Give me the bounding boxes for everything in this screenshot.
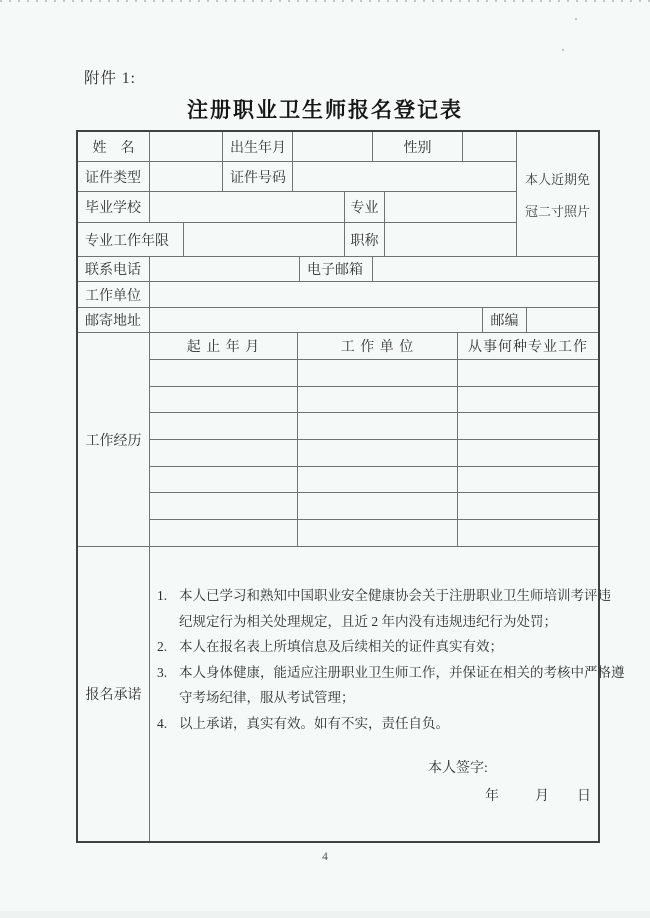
- photo-box: [517, 132, 598, 257]
- phone-value-cell: [150, 257, 300, 282]
- commitment-line: [150, 660, 625, 686]
- work-history-row-cell: [458, 387, 598, 413]
- work-history-row-cell: [458, 493, 598, 520]
- commitment-item-text: 以上承诺，真实有效。如有不实，责任自负。: [179, 715, 449, 731]
- commitment-item-number: 3.: [157, 664, 168, 680]
- major-value-cell: [385, 192, 517, 223]
- commitment-content-cell: [150, 547, 625, 841]
- birth-date-value-cell: [293, 132, 373, 162]
- work-history-row-cell: [298, 493, 458, 520]
- mailing-address-label: 邮寄地址: [78, 308, 150, 333]
- date-year-label: 年: [485, 789, 499, 804]
- work-history-row-cell: [458, 360, 598, 387]
- work-history-row-cell: [150, 440, 298, 467]
- id-number-value-cell: [293, 162, 517, 192]
- photo-box-text-line2: 冠二寸照片: [524, 203, 590, 219]
- employer-label: 工作单位: [78, 282, 150, 308]
- id-type-value-cell: [150, 162, 223, 192]
- graduation-school-value-cell: [150, 192, 345, 223]
- commitment-item-text: 本人已学习和熟知中国职业安全健康协会关于注册职业卫生师培训考评违: [179, 588, 611, 603]
- signature-label: 本人签字:: [428, 761, 488, 776]
- graduation-school-label: 毕业学校: [78, 192, 150, 223]
- scan-speck: [575, 18, 577, 20]
- work-history-row-cell: [458, 520, 598, 547]
- work-history-row-cell: [150, 467, 298, 493]
- work-history-row-cell: [150, 413, 298, 440]
- commitment-line: [150, 685, 598, 711]
- work-history-row-cell: [458, 467, 598, 493]
- date-day-label: 日: [577, 789, 591, 804]
- work-history-row-cell: [298, 440, 458, 467]
- work-years-value-cell: [184, 223, 345, 257]
- work-history-row-cell: [298, 467, 458, 493]
- commitment-item-number: [157, 609, 179, 635]
- postcode-value-cell: [527, 308, 598, 333]
- page-title: 注册职业卫生师报名登记表: [187, 98, 463, 122]
- work-history-row-cell: [298, 360, 458, 387]
- commitment-line: [150, 583, 611, 609]
- commitment-item-text: 守考场纪律，服从考试管理；: [179, 690, 355, 706]
- work-history-col-dates: 起 止 年 月: [150, 333, 298, 360]
- birth-date-label: 出生年月: [223, 132, 293, 162]
- commitment-section-label: 报名承诺: [78, 547, 150, 841]
- work-history-row-cell: [298, 413, 458, 440]
- work-history-col-employer: 工 作 单 位: [298, 333, 458, 360]
- commitment-item-number: 4.: [157, 715, 168, 731]
- commitment-item-text: 本人在报名表上所填信息及后续相关的证件真实有效；: [179, 639, 503, 655]
- email-value-cell: [373, 257, 598, 282]
- scan-noise-top: [0, 0, 650, 2]
- work-history-row-cell: [298, 520, 458, 547]
- email-label: 电子邮箱: [300, 257, 373, 282]
- name-value-cell: [150, 132, 223, 162]
- id-number-label: 证件号码: [223, 162, 293, 192]
- commitment-item-text: 本人身体健康，能适应注册职业卫生师工作，并保证在相关的考核中严格遵: [179, 664, 625, 680]
- mailing-address-value-cell: [150, 308, 483, 333]
- scan-speck: [562, 49, 564, 51]
- postcode-label: 邮编: [483, 308, 527, 333]
- attachment-label: 附件 1:: [84, 70, 136, 87]
- work-history-row-cell: [150, 387, 298, 413]
- employer-value-cell: [150, 282, 598, 308]
- date-month-label: 月: [535, 789, 549, 804]
- work-years-label: 专业工作年限: [78, 223, 184, 257]
- work-history-row-cell: [150, 360, 298, 387]
- photo-box-text-line1: 本人近期免: [524, 171, 590, 187]
- work-history-row-cell: [150, 520, 298, 547]
- commitment-item-number: [157, 685, 179, 711]
- work-history-row-cell: [298, 387, 458, 413]
- commitment-list: [150, 583, 625, 737]
- gender-value-cell: [463, 132, 517, 162]
- work-history-row-cell: [458, 413, 598, 440]
- name-label: 姓 名: [78, 132, 150, 162]
- gender-label: 性别: [373, 132, 463, 162]
- scan-edge-bottom: [0, 911, 650, 918]
- commitment-item-number: 1.: [157, 588, 168, 603]
- major-label: 专业: [345, 192, 385, 223]
- registration-form-table: [76, 130, 625, 843]
- commitment-line: [150, 634, 598, 660]
- job-title-value-cell: [385, 223, 517, 257]
- commitment-item-text: 纪规定行为相关处理规定，且近 2 年内没有违规违纪行为处罚；: [179, 613, 557, 629]
- page-number: 4: [322, 851, 328, 863]
- commitment-line: [150, 609, 598, 635]
- work-history-row-cell: [458, 440, 598, 467]
- work-history-row-cell: [150, 493, 298, 520]
- commitment-item-number: 2.: [157, 639, 168, 655]
- work-history-col-profession: 从事何种专业工作: [458, 333, 598, 360]
- id-type-label: 证件类型: [78, 162, 150, 192]
- commitment-line: [150, 711, 598, 737]
- job-title-label: 职称: [345, 223, 385, 257]
- work-history-section-label: 工作经历: [78, 333, 150, 547]
- phone-label: 联系电话: [78, 257, 150, 282]
